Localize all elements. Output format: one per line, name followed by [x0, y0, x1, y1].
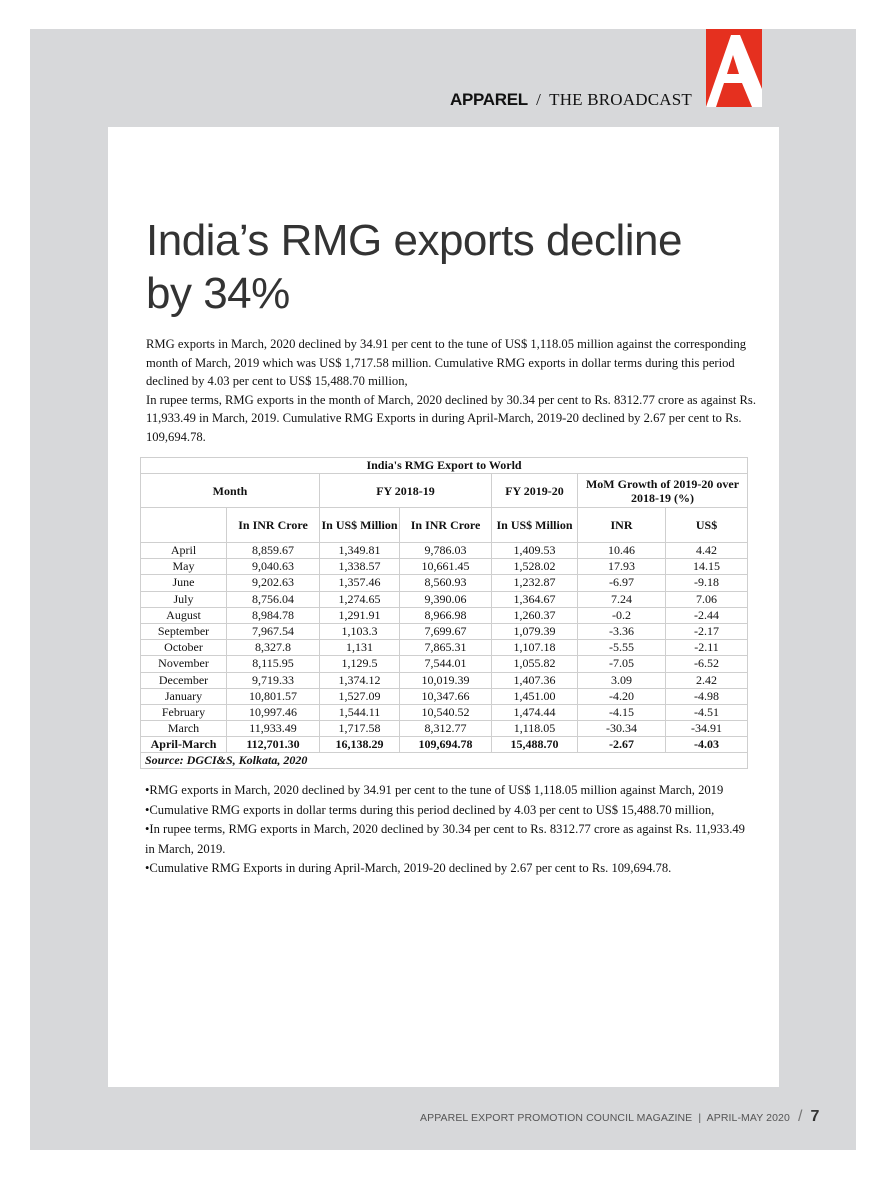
table-row: [141, 640, 748, 656]
table-row: [141, 704, 748, 720]
header-inr-crore-1: In INR Crore: [227, 508, 320, 543]
total-value-cell: -4.03: [666, 737, 748, 753]
month-cell: November: [141, 656, 227, 672]
header-usd-million-1: In US$ Million: [320, 508, 400, 543]
article-headline: India’s RMG exports decline by 34%: [146, 216, 682, 318]
value-cell: -4.51: [666, 704, 748, 720]
value-cell: 1,118.05: [492, 721, 578, 737]
value-cell: -4.98: [666, 688, 748, 704]
table-total-row: [141, 737, 748, 753]
value-cell: 10,801.57: [227, 688, 320, 704]
header-inr-crore-2: In INR Crore: [400, 508, 492, 543]
value-cell: 1,107.18: [492, 640, 578, 656]
table-row: [141, 607, 748, 623]
month-cell: September: [141, 623, 227, 639]
value-cell: -2.17: [666, 623, 748, 639]
header-growth-usd: US$: [666, 508, 748, 543]
month-cell: March: [141, 721, 227, 737]
month-cell: February: [141, 704, 227, 720]
value-cell: 1,717.58: [320, 721, 400, 737]
value-cell: 1,129.5: [320, 656, 400, 672]
value-cell: 1,374.12: [320, 672, 400, 688]
bullet-item: •Cumulative RMG Exports in during April-March, 2019-20 declined by 2.67 per cent to Rs. 109,694.78.: [145, 861, 672, 875]
value-cell: -30.34: [578, 721, 666, 737]
value-cell: 8,312.77: [400, 721, 492, 737]
value-cell: 1,364.67: [492, 591, 578, 607]
value-cell: -4.15: [578, 704, 666, 720]
value-cell: 1,291.91: [320, 607, 400, 623]
header-brand: APPAREL: [450, 90, 528, 109]
table-source: Source: DGCI&S, Kolkata, 2020: [141, 753, 748, 769]
table-source-row: [141, 753, 748, 769]
value-cell: 8,859.67: [227, 543, 320, 559]
value-cell: 1,528.02: [492, 559, 578, 575]
value-cell: 8,966.98: [400, 607, 492, 623]
bullet-item: •RMG exports in March, 2020 declined by 34.91 per cent to the tune of US$ 1,118.05 million against March, 2019: [145, 783, 724, 797]
value-cell: 1,131: [320, 640, 400, 656]
value-cell: -2.11: [666, 640, 748, 656]
value-cell: 1,079.39: [492, 623, 578, 639]
table-row: [141, 721, 748, 737]
bullet-item: •In rupee terms, RMG exports in March, 2020 declined by 30.34 per cent to Rs. 8312.77 crore as against Rs. 11,933.49 in March, 2019.: [145, 822, 745, 856]
value-cell: -3.36: [578, 623, 666, 639]
header-fy-2018-19: FY 2018-19: [320, 474, 492, 508]
value-cell: -7.05: [578, 656, 666, 672]
table-row: [141, 559, 748, 575]
value-cell: -4.20: [578, 688, 666, 704]
value-cell: 14.15: [666, 559, 748, 575]
header-separator: /: [536, 90, 541, 109]
value-cell: 7,544.01: [400, 656, 492, 672]
total-label-cell: April-March: [141, 737, 227, 753]
header-growth-inr: INR: [578, 508, 666, 543]
table-row: [141, 672, 748, 688]
value-cell: -6.97: [578, 575, 666, 591]
value-cell: 9,719.33: [227, 672, 320, 688]
value-cell: 9,390.06: [400, 591, 492, 607]
apparel-logo: [706, 29, 762, 107]
value-cell: 9,786.03: [400, 543, 492, 559]
footer-slash: /: [797, 1108, 803, 1125]
value-cell: -2.44: [666, 607, 748, 623]
value-cell: 2.42: [666, 672, 748, 688]
value-cell: -5.55: [578, 640, 666, 656]
value-cell: -9.18: [666, 575, 748, 591]
value-cell: 1,544.11: [320, 704, 400, 720]
total-value-cell: 16,138.29: [320, 737, 400, 753]
header-fy-2019-20: FY 2019-20: [492, 474, 578, 508]
value-cell: 10.46: [578, 543, 666, 559]
table-row: [141, 688, 748, 704]
value-cell: -0.2: [578, 607, 666, 623]
value-cell: 10,019.39: [400, 672, 492, 688]
header-growth: MoM Growth of 2019-20 over 2018-19 (%): [578, 474, 748, 508]
table-row: [141, 656, 748, 672]
header-month: Month: [141, 474, 320, 508]
value-cell: 1,338.57: [320, 559, 400, 575]
total-value-cell: 15,488.70: [492, 737, 578, 753]
value-cell: 8,115.95: [227, 656, 320, 672]
rmg-export-table: [140, 457, 748, 769]
export-table-container: [140, 457, 747, 767]
value-cell: 1,527.09: [320, 688, 400, 704]
value-cell: -34.91: [666, 721, 748, 737]
value-cell: 1,274.65: [320, 591, 400, 607]
table-row: [141, 543, 748, 559]
month-cell: January: [141, 688, 227, 704]
value-cell: 7,865.31: [400, 640, 492, 656]
value-cell: 8,327.8: [227, 640, 320, 656]
value-cell: 7.24: [578, 591, 666, 607]
value-cell: 1,474.44: [492, 704, 578, 720]
value-cell: 8,984.78: [227, 607, 320, 623]
value-cell: 3.09: [578, 672, 666, 688]
total-value-cell: 109,694.78: [400, 737, 492, 753]
intro-paragraph: RMG exports in March, 2020 declined by 34.91 per cent to the tune of US$ 1,118.05 million against the corresponding month of March, 2019 which was US$ 1,717.58 million. Cumulative RMG exports in dollar terms during this period declined by 4.03 per cent to US$ 15,488.70 million,: [146, 337, 747, 388]
value-cell: 1,407.36: [492, 672, 578, 688]
value-cell: 1,260.37: [492, 607, 578, 623]
table-row: [141, 591, 748, 607]
footer-magazine: APPAREL EXPORT PROMOTION COUNCIL MAGAZINE: [420, 1112, 693, 1124]
month-cell: August: [141, 607, 227, 623]
page-footer: [420, 1108, 820, 1126]
header-usd-million-2: In US$ Million: [492, 508, 578, 543]
intro-paragraph: In rupee terms, RMG exports in the month of March, 2020 declined by 30.34 per cent to Rs. 8312.77 crore as against Rs. 11,933.49 in March, 2019. Cumulative RMG Exports in during April-March, 2019-20 declined by 2.67 per cent to Rs. 109,694.78.: [146, 392, 756, 444]
table-row: [141, 575, 748, 591]
value-cell: 7.06: [666, 591, 748, 607]
value-cell: 10,661.45: [400, 559, 492, 575]
value-cell: 10,997.46: [227, 704, 320, 720]
table-row: [141, 623, 748, 639]
value-cell: 1,103.3: [320, 623, 400, 639]
month-cell: June: [141, 575, 227, 591]
value-cell: 1,409.53: [492, 543, 578, 559]
value-cell: 1,357.46: [320, 575, 400, 591]
header-section: THE BROADCAST: [549, 90, 692, 109]
value-cell: 1,349.81: [320, 543, 400, 559]
value-cell: 4.42: [666, 543, 748, 559]
value-cell: 9,202.63: [227, 575, 320, 591]
total-value-cell: 112,701.30: [227, 737, 320, 753]
header-blank: [141, 508, 227, 543]
month-cell: October: [141, 640, 227, 656]
page-number: 7: [810, 1108, 820, 1125]
value-cell: 11,933.49: [227, 721, 320, 737]
value-cell: 9,040.63: [227, 559, 320, 575]
footer-issue: APRIL-MAY 2020: [706, 1112, 790, 1124]
value-cell: 17.93: [578, 559, 666, 575]
footer-pipe: |: [698, 1112, 702, 1124]
total-value-cell: -2.67: [578, 737, 666, 753]
month-cell: July: [141, 591, 227, 607]
value-cell: 7,699.67: [400, 623, 492, 639]
summary-bullets: [145, 781, 745, 879]
value-cell: 1,055.82: [492, 656, 578, 672]
month-cell: December: [141, 672, 227, 688]
value-cell: 10,540.52: [400, 704, 492, 720]
article-intro: [146, 335, 758, 446]
value-cell: 8,560.93: [400, 575, 492, 591]
bullet-item: •Cumulative RMG exports in dollar terms during this period declined by 4.03 per cent to US$ 15,488.70 million,: [145, 802, 715, 817]
value-cell: 1,232.87: [492, 575, 578, 591]
value-cell: 8,756.04: [227, 591, 320, 607]
value-cell: 1,451.00: [492, 688, 578, 704]
month-cell: May: [141, 559, 227, 575]
month-cell: April: [141, 543, 227, 559]
table-body: [141, 543, 748, 769]
section-header: [450, 90, 692, 110]
value-cell: 10,347.66: [400, 688, 492, 704]
value-cell: -6.52: [666, 656, 748, 672]
table-title: India's RMG Export to World: [141, 458, 748, 474]
value-cell: 7,967.54: [227, 623, 320, 639]
